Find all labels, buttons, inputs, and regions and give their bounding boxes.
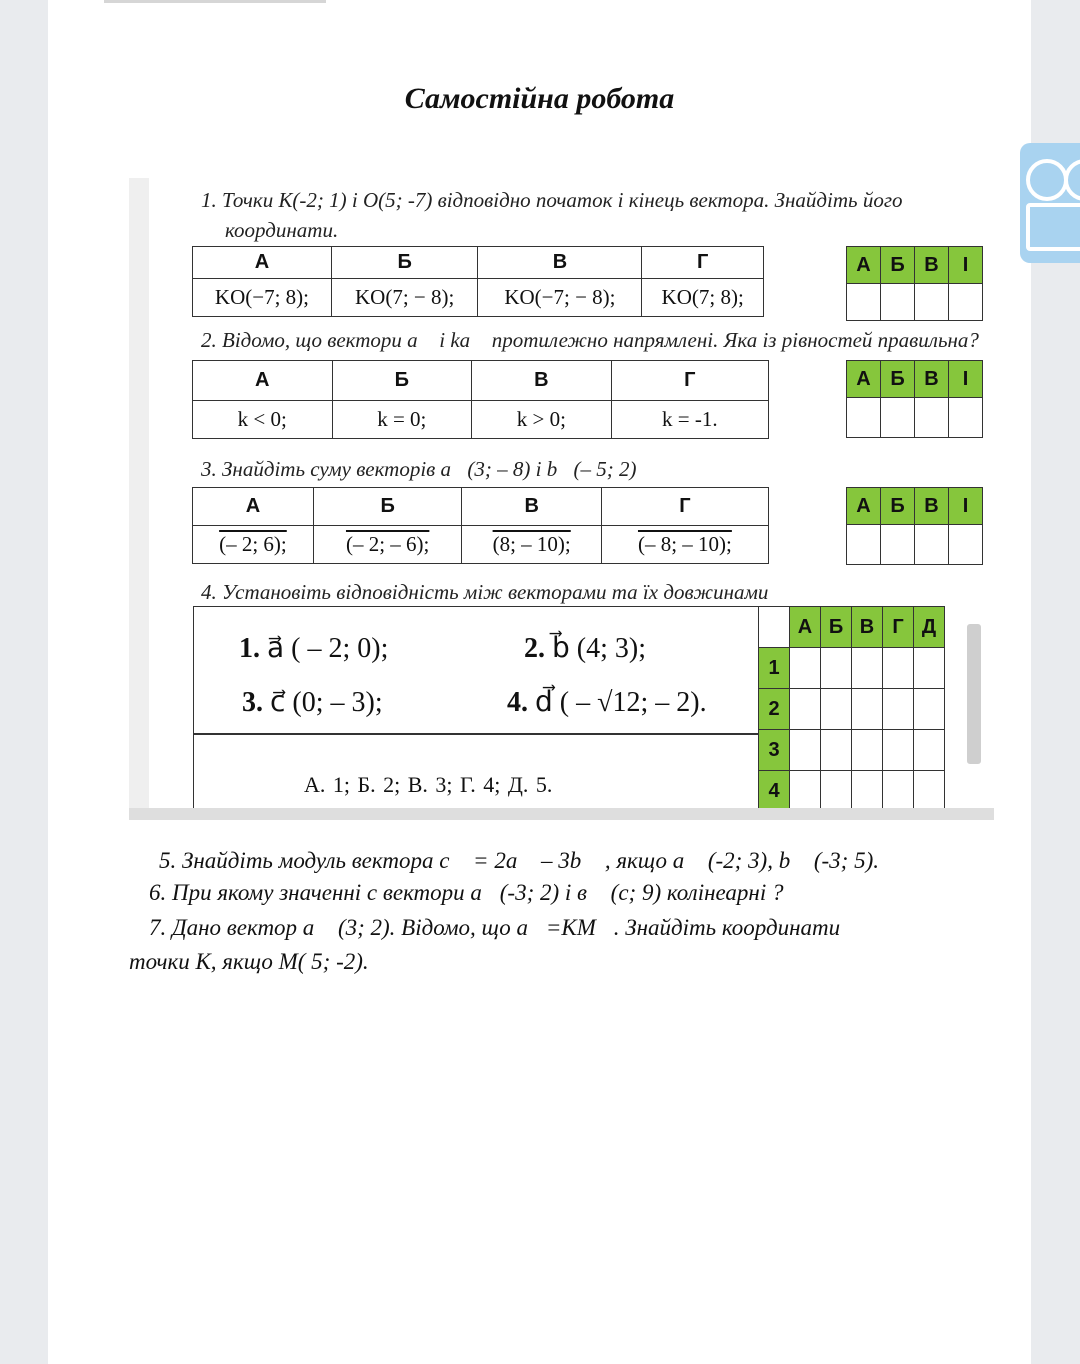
q4-vectors-box [193,606,759,817]
q1-answer-grid [846,246,983,321]
q2-header-a: А [193,361,333,401]
q3-ans-b: Б [881,488,915,525]
video-camera-icon[interactable] [1020,143,1080,263]
match-cell [852,648,883,689]
answer-cell [881,284,915,321]
match-row-3: 3 [759,730,790,771]
task-7-line2: точки К, якщо М( 5; -2). [129,949,369,974]
match-cell [790,648,821,689]
q4-lengths: А. 1; Б. 2; В. 3; Г. 4; Д. 5. [304,772,553,797]
q4-item-3-expr: c⃗ (0; – 3); [270,687,383,718]
q2-options-table [192,360,769,439]
q1-option-b: KO(7; − 8); [331,279,478,317]
match-cell [790,730,821,771]
q2-header-b: Б [332,361,472,401]
answer-cell [915,284,949,321]
q1-ans-v: В [915,247,949,284]
match-cell [914,689,945,730]
q3-option-b: (– 2; – 6); [313,526,462,564]
match-cell [821,730,852,771]
q3-header-v: В [462,488,601,526]
q1-text-line1: 1. Точки К(-2; 1) і О(5; -7) відповідно початок і кінець вектора. Знайдіть його [201,188,903,212]
answer-cell [949,398,983,438]
q1-header-g: Г [642,247,764,279]
match-cell [790,771,821,812]
q1-ans-a: А [847,247,881,284]
q4-match-grid [758,606,945,812]
q2-option-g: k = -1. [611,401,768,439]
answer-cell [847,398,881,438]
answer-cell [881,398,915,438]
q4-item-2-expr: b⃗ (4; 3); [552,633,646,664]
q3-text: 3. Знайдіть суму векторів a⃗(3; – 8) і b⃗(– 5; 2) [201,457,637,481]
answer-cell [881,525,915,565]
scan-left-margin [129,178,149,808]
q1-text-line2: координати. [225,218,339,242]
q4-separator [194,733,758,735]
q2-option-v: k > 0; [472,401,612,439]
answer-cell [847,284,881,321]
q3-option-v: (8; – 10); [462,526,601,564]
match-cell [821,771,852,812]
match-col-d: Д [914,607,945,648]
q2-ans-b: Б [881,361,915,398]
scanned-test-image [129,178,994,820]
task-7-line1: 7. Дано вектор a⃗ (3; 2). Відомо, що a⃗=KM⃗. Знайдіть координати [149,915,841,940]
camera-reel-left [1026,159,1068,201]
match-cell [914,730,945,771]
q2-ans-cut: І [949,361,983,398]
q1-option-a: KO(−7; 8); [193,279,332,317]
q4-item-4-num: 4. [507,687,528,718]
q4-item-4-expr: d⃗ ( – √12; – 2). [535,687,707,718]
match-cell [883,648,914,689]
match-row-2: 2 [759,689,790,730]
q4-text: 4. Установіть відповідність між векторами та їх довжинами [201,580,769,604]
q2-option-b: k = 0; [332,401,472,439]
match-cell [914,648,945,689]
q3-header-b: Б [313,488,462,526]
q1-ans-cut: І [949,247,983,284]
q4-item-3-num: 3. [242,687,263,718]
match-cell [852,689,883,730]
q3-ans-v: В [915,488,949,525]
match-cell [790,689,821,730]
answer-cell [949,284,983,321]
task-5: 5. Знайдіть модуль вектора c⃗ = 2a⃗ – 3b⃗ , якщо a⃗ (-2; 3), b⃗ (-3; 5). [159,848,879,873]
page-title: Самостійна робота [404,82,675,115]
match-cell [821,648,852,689]
match-cell [852,730,883,771]
q3-ans-a: А [847,488,881,525]
answer-cell [847,525,881,565]
q4-item-2 [524,631,646,665]
q2-option-a: k < 0; [193,401,333,439]
match-row-1: 1 [759,648,790,689]
camera-body [1026,203,1080,251]
q4-item-4 [507,685,707,719]
q2-header-v: В [472,361,612,401]
q1-options-table [192,246,764,317]
match-cell [883,730,914,771]
q2-ans-v: В [915,361,949,398]
match-col-v: В [852,607,883,648]
q1-option-g: KO(7; 8); [642,279,764,317]
q4-item-2-num: 2. [524,633,545,664]
q3-options-table [192,487,769,564]
match-cell [821,689,852,730]
q3-header-a: А [193,488,314,526]
answer-cell [915,398,949,438]
q3-option-g: (– 8; – 10); [601,526,768,564]
answer-cell [915,525,949,565]
scan-bottom-edge [129,808,994,820]
q3-answer-grid [846,487,983,565]
answer-cell [949,525,983,565]
q4-item-1 [239,631,388,665]
q4-item-1-num: 1. [239,633,260,664]
match-col-b: Б [821,607,852,648]
q1-header-v: В [478,247,642,279]
q2-ans-a: А [847,361,881,398]
task-6: 6. При якому значенні с вектори a⃗(-3; 2) і в⃗ (с; 9) колінеарні ? [149,880,784,905]
q1-header-a: А [193,247,332,279]
match-cell [883,689,914,730]
q2-header-g: Г [611,361,768,401]
q2-answer-grid [846,360,983,438]
q1-ans-b: Б [881,247,915,284]
match-cell [914,771,945,812]
match-col-g: Г [883,607,914,648]
match-col-a: А [790,607,821,648]
q1-header-b: Б [331,247,478,279]
q3-option-a: (– 2; 6); [193,526,314,564]
q1-option-v: KO(−7; − 8); [478,279,642,317]
q4-item-1-expr: a⃗ ( – 2; 0); [267,633,389,664]
top-divider [104,0,326,3]
q3-ans-cut: І [949,488,983,525]
q4-item-3 [242,685,383,719]
scan-scrollbar [967,624,981,764]
match-cell [883,771,914,812]
q2-text: 2. Відомо, що вектори a⃗ і ka⃗ протилежно напрямлені. Яка із рівностей правильна? [201,328,979,352]
match-corner [759,607,790,648]
match-row-4: 4 [759,771,790,812]
q3-header-g: Г [601,488,768,526]
match-cell [852,771,883,812]
document-page [48,0,1031,1364]
camera-reel-right [1064,159,1080,201]
